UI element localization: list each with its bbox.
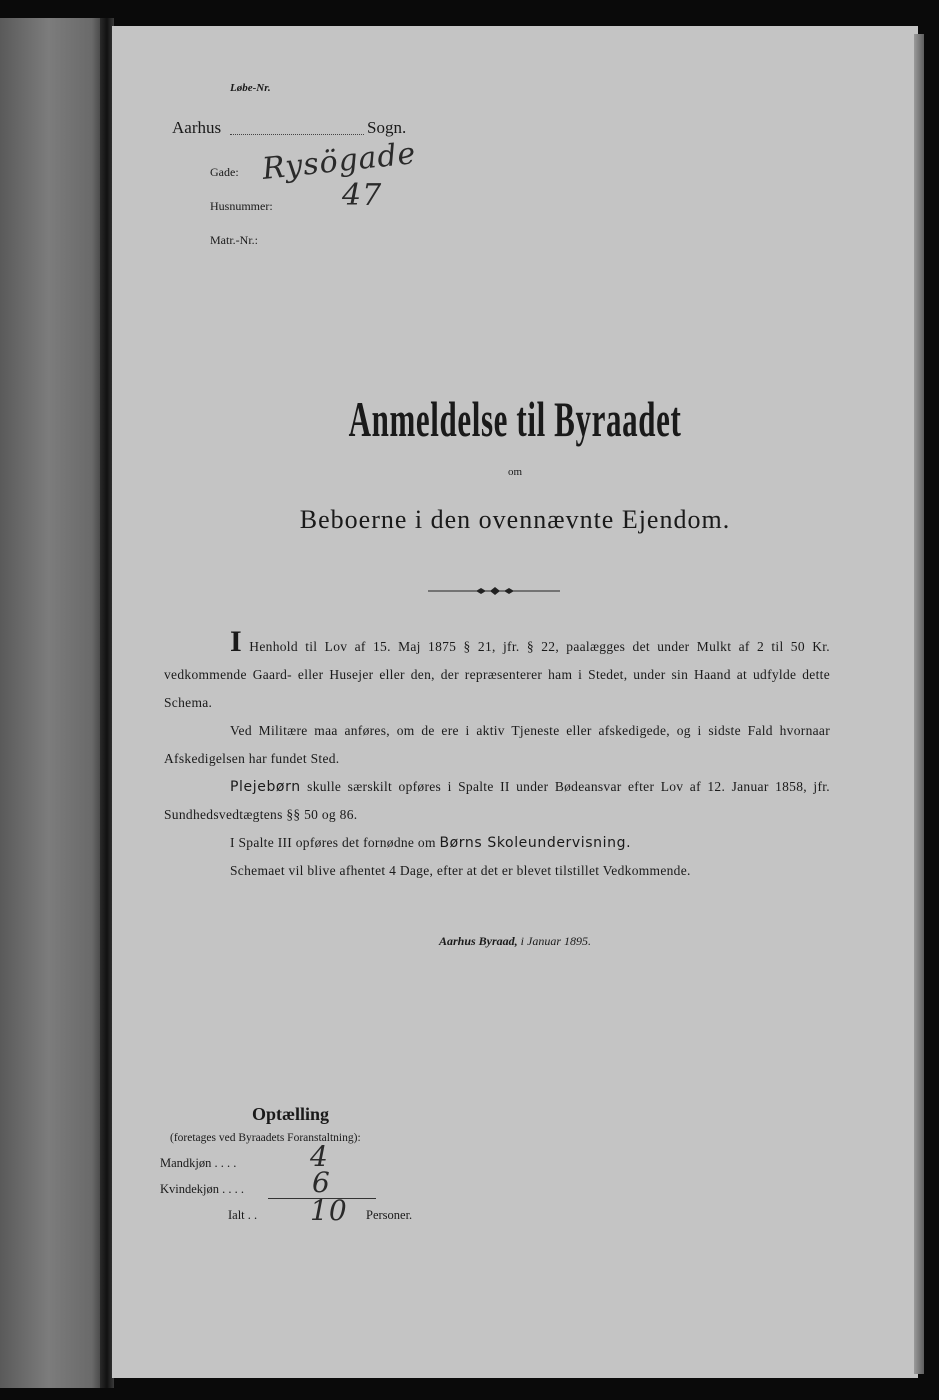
page-right-edge — [914, 34, 924, 1374]
previous-page-edge — [0, 18, 108, 1388]
paragraph-1-text: Henhold til Lov af 15. Maj 1875 § 21, jfr. § 22, paalægges det under Mulkt af 2 til 50 Kr. vedkommende Gaard- eller Husejer eller den, der repræsenterer ham i Stedet, under sin Haand at udfylde dette Schema. — [164, 639, 830, 710]
city-label: Aarhus — [172, 118, 222, 137]
issuer-name: Aarhus Byraad, — [438, 934, 518, 948]
main-title: Anmeldelse til Byraadet — [348, 391, 682, 447]
issuer-signature — [112, 934, 918, 949]
paragraph-4 — [164, 829, 830, 857]
husnummer-label: Husnummer: — [210, 199, 273, 213]
title-connector: om — [507, 466, 523, 478]
total-row: Ialt . . — [228, 1208, 258, 1222]
sogn-label: Sogn. — [367, 118, 407, 137]
paragraph-3-text: skulle særskilt opføres i Spalte II under Bødeansvar efter Lov af 12. Januar 1858, jfr. Sundhedsvedtægtens §§ 50 og 86. — [164, 779, 830, 822]
female-handwritten-value: 6 — [312, 1166, 331, 1199]
issue-date: i Januar 1895. — [520, 934, 592, 948]
sogn-dotted-line — [230, 134, 364, 135]
paragraph-3 — [164, 773, 830, 829]
male-label: Mandkjøn — [160, 1156, 212, 1170]
male-handwritten-value: 4 — [310, 1140, 329, 1173]
paragraph-5: Schemaet vil blive afhentet 4 Dage, efter at det er blevet tilstillet Vedkommende. — [230, 863, 691, 878]
loebe-nr-label: Løbe-Nr. — [230, 82, 271, 94]
count-heading: Optælling — [252, 1104, 330, 1124]
skoleundervisning-highlight: Børns Skoleundervisning. — [439, 835, 632, 851]
female-label: Kvindekjøn — [160, 1182, 220, 1196]
plejeborn-highlight: Plejebørn — [230, 779, 301, 795]
paragraph-1 — [164, 625, 830, 717]
husnummer-handwritten-value: 47 — [342, 178, 383, 213]
paragraph-4-text: I Spalte III opføres det fornødne om — [230, 835, 436, 850]
male-row: Mandkjøn . . . . — [160, 1156, 237, 1170]
total-handwritten-value: 10 — [310, 1194, 348, 1227]
ornamental-divider — [428, 584, 560, 598]
instructions-text — [164, 625, 830, 885]
matr-nr-label: Matr.-Nr.: — [210, 233, 258, 247]
total-label: Ialt — [228, 1208, 245, 1222]
subtitle: Beboerne i den ovennævnte Ejendom. — [299, 505, 731, 534]
count-note: (foretages ved Byraadets Foranstaltning): — [170, 1132, 361, 1144]
gade-handwritten-value: Rysögade — [260, 136, 418, 187]
female-row: Kvindekjøn . . . . — [160, 1182, 245, 1196]
gade-label: Gade: — [210, 165, 239, 179]
persons-label: Personer. — [366, 1208, 413, 1222]
drop-cap: I — [230, 625, 242, 658]
paragraph-2: Ved Militære maa anføres, om de ere i aktiv Tjeneste eller afskedigede, og i sidste Fald hvornaar Afskedigelsen har fundet Sted. — [164, 723, 830, 766]
document-page — [112, 26, 918, 1378]
